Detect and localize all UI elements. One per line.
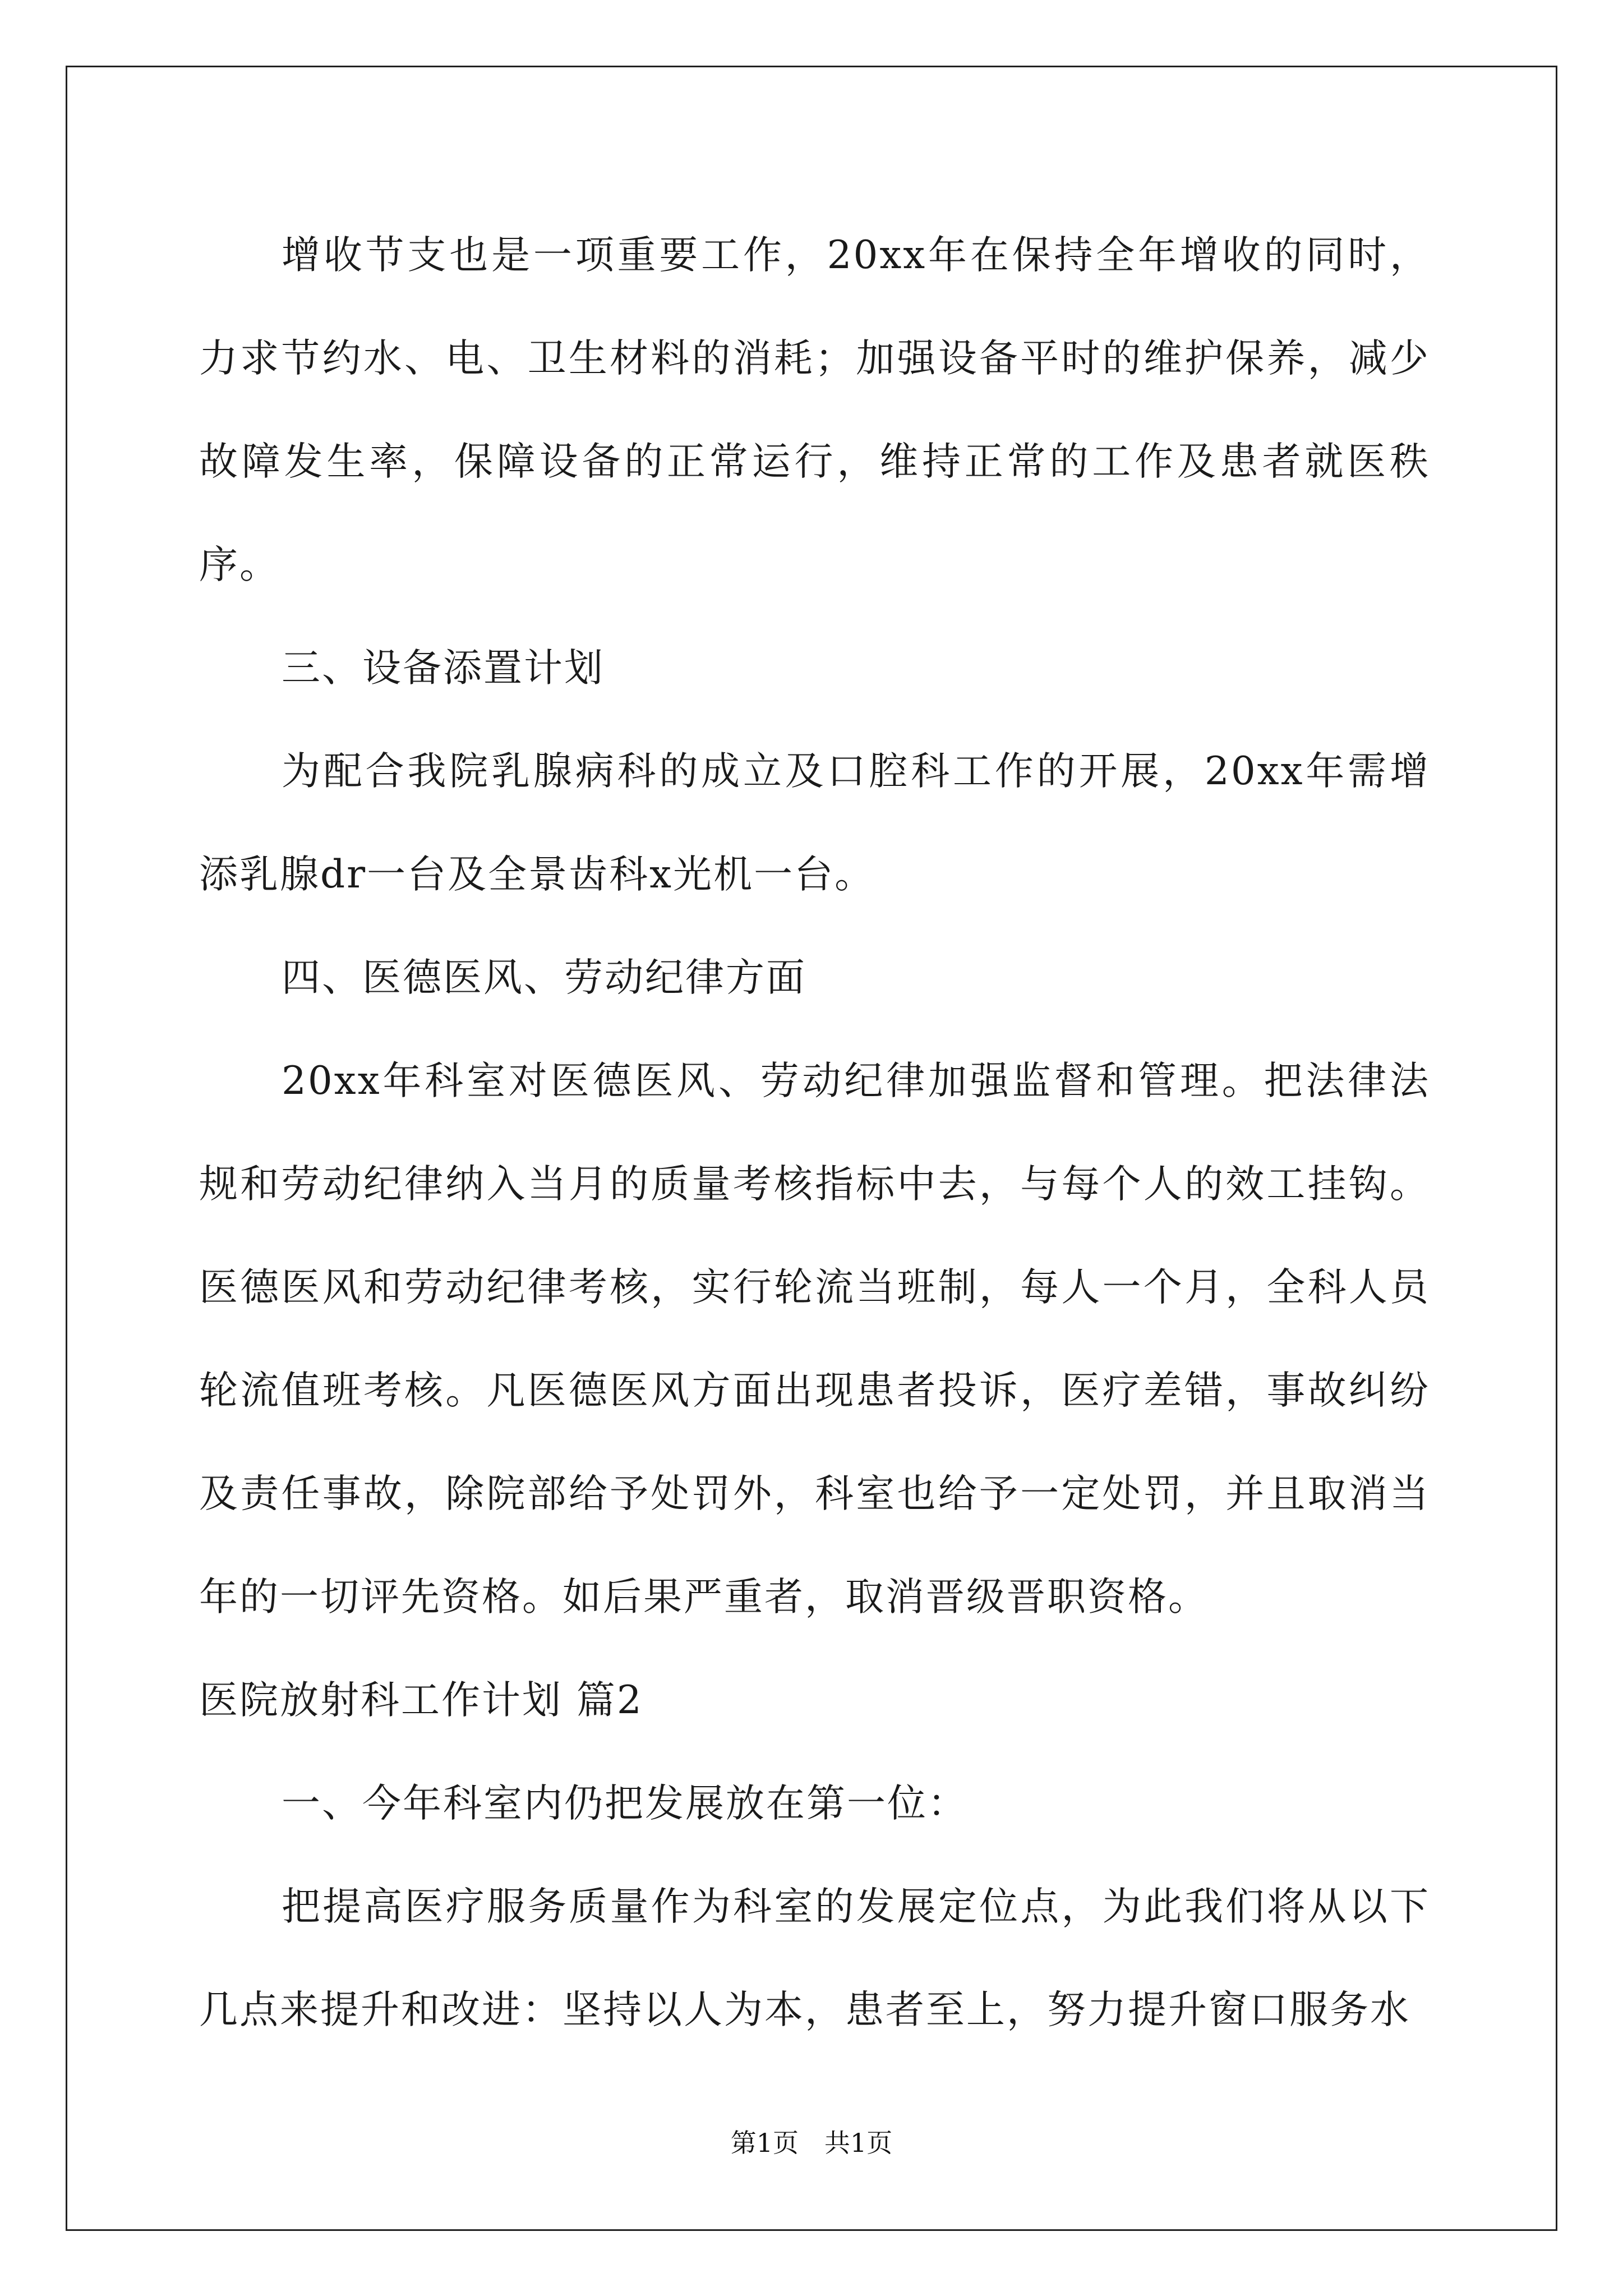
heading-equipment-plan: 三、设备添置计划	[282, 646, 605, 691]
paragraph-development: 把提高医疗服务质量作为科室的发展定位点，为此我们将从以下几点来提升和改进：坚持以人为本，患者至上，努力提升窗口服务水	[199, 1884, 1430, 2032]
heading-ethics: 四、医德医风、劳动纪律方面	[282, 955, 806, 1000]
paragraph-ethics: 20xx年科室对医德医风、劳动纪律加强监督和管理。把法律法规和劳动纪律纳入当月的质量考核指标中去，与每个人的效工挂钩。医德医风和劳动纪律考核，实行轮流当班制，每人一个月，全科人员轮流值班考核。凡医德医风方面出现患者投诉，医疗差错，事故纠纷及责任事故，除院部给予处罚外，科室也给予一定处罚，并且取消当年的一切评先资格。如后果严重者，取消晋级晋职资格。	[199, 1059, 1430, 1619]
heading-development: 一、今年科室内仍把发展放在第一位：	[282, 1781, 968, 1826]
page-footer: 第1页 共1页	[730, 2128, 893, 2158]
paragraph-budget: 增收节支也是一项重要工作，20xx年在保持全年增收的同时，力求节约水、电、卫生材料的消耗；加强设备平时的维护保养，减少故障发生率，保障设备的正常运行，维持正常的工作及患者就医秩序。	[199, 233, 1430, 587]
section-title-plan-2: 医院放射科工作计划 篇2	[199, 1678, 643, 1723]
paragraph-equipment: 为配合我院乳腺病科的成立及口腔科工作的开展，20xx年需增添乳腺dr一台及全景齿科x光机一台。	[199, 749, 1430, 897]
document-body	[199, 204, 1430, 2062]
